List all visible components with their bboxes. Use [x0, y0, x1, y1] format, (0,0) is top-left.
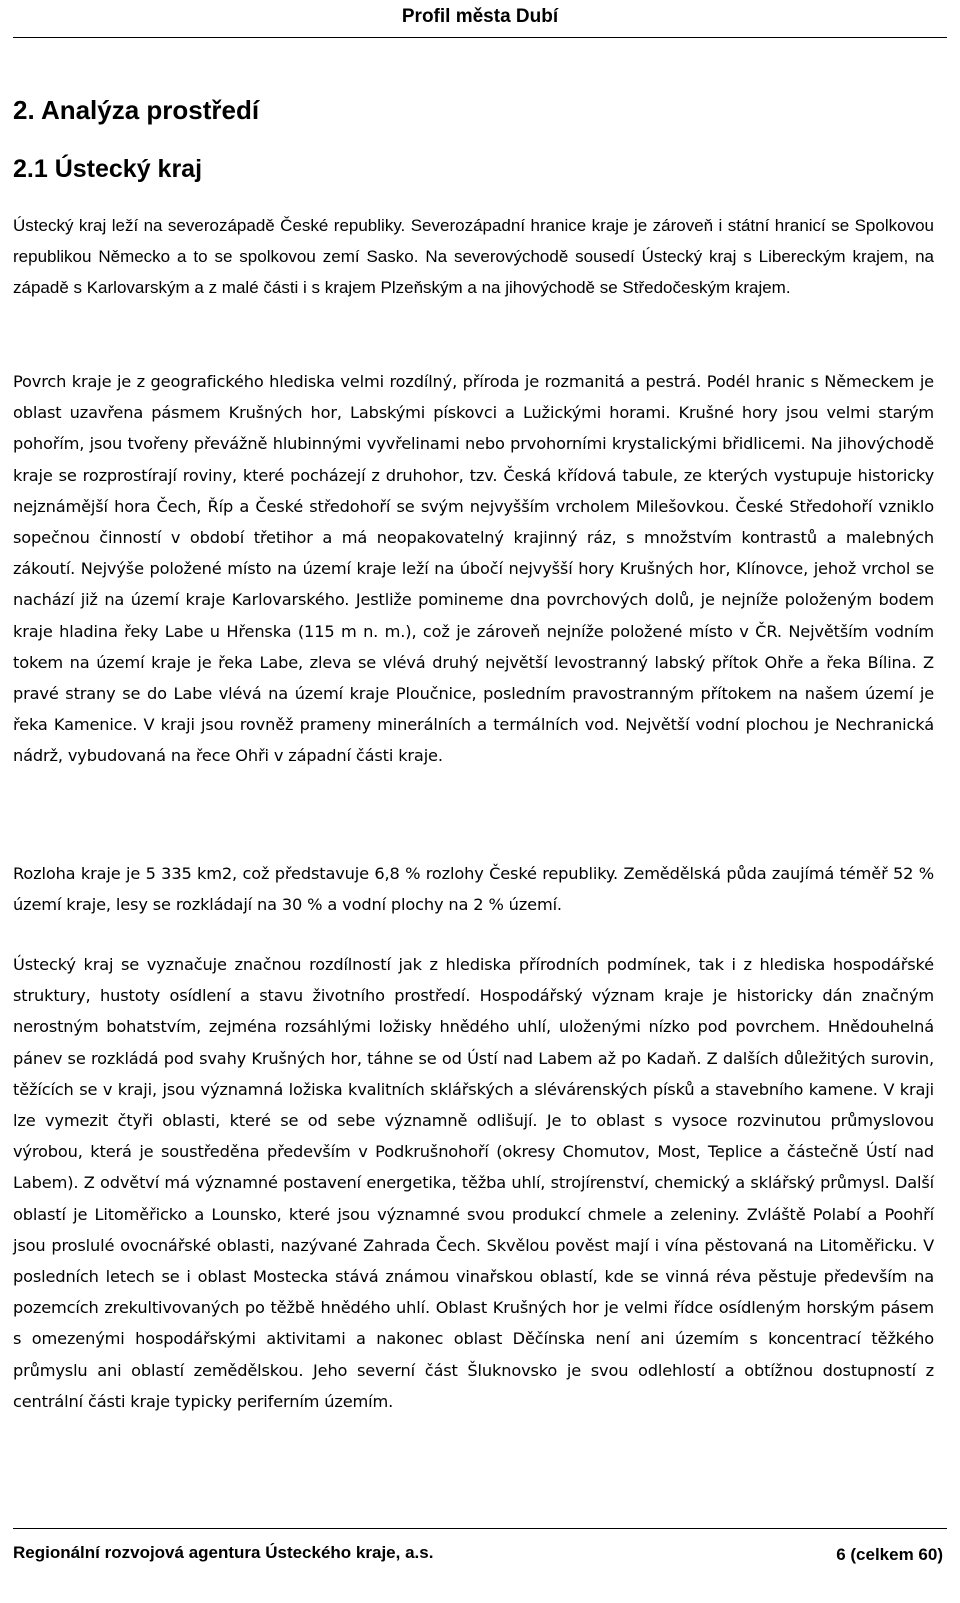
paragraph-location: Ústecký kraj leží na severozápadě České republiky. Severozápadní hranice kraje je zároveň i státní hranicí se Spolkovou republikou Německo a to se spolkovou zemí Sasko. Na severovýchodě sousedí Ústecký kraj s Libereckým krajem, na západě s Karlovarským a z malé části i s krajem Plzeňským a na jihovýchodě se Středočeským krajem.: [13, 216, 934, 298]
page-header: [13, 0, 947, 38]
page-footer: [13, 1528, 947, 1569]
paragraph-economy: Ústecký kraj se vyznačuje značnou rozdílností jak z hlediska přírodních podmínek, tak i z hlediska hospodářské struktury, hustoty osídlení a stavu životního prostředí. Hospodářský význam kraje je historicky dán značným nerostným bohatstvím, zejména rozsáhlými ložisky hnědého uhlí, uloženými nízko pod povrchem. Hnědouhelná pánev se rozkládá pod svahy Krušných hor, táhne se od Ústí nad Labem až po Kadaň. Z dalších důležitých surovin, těžících se v kraji, jsou významná ložiska kvalitních sklářských a slévárenských písků a stavebního kamene. V kraji lze vymezit čtyři oblasti, které se od sebe významně odlišují. Je to oblast s vysoce rozvinutou průmyslovou výrobou, která je soustředěna především v Podkrušnohoří (okresy Chomutov, Most, Teplice a částečně Ústí nad Labem). Z odvětví má významné postavení energetika, těžba uhlí, strojírenství, chemický a sklářský průmysl. Další oblastí je Litoměřicko a Lounsko, které jsou významné svou produkcí chmele a zeleniny. Zvláště Polabí a Poohří jsou proslulé ovocnářské oblasti, nazývané Zahrada Čech. Skvělou pověst mají i vína pěstovaná na Litoměřicku. V posledních letech se i oblast Mostecka stává známou vinařskou oblastí, kde se vinná réva pěstuje především na pozemcích zrekultivovaných po těžbě hnědého uhlí. Oblast Krušných hor je velmi řídce osídleným horským pásem s omezenými hospodářskými aktivitami a nakonec oblast Děčínska není ani územím s koncentrací těžkého průmyslu ani oblastí zemědělskou. Jeho severní část Šluknovsko je svou odlehlostí a obtížnou dostupností z centrální části kraje typicky periferním územím.: [13, 955, 934, 1411]
section-heading: 2. Analýza prostředí: [13, 95, 260, 125]
document-title: Profil města Dubí: [401, 6, 559, 27]
paragraph-terrain: Povrch kraje je z geografického hlediska velmi rozdílný, příroda je rozmanitá a pestrá. Podél hranic s Německem je oblast uzavřena pásmem Krušných hor, Labskými pískovci a Lužickými horami. Krušné hory jsou velmi starým pohořím, jsou tvořeny převážně hlubinnými vyvřelinami nebo prvohorními krystalickými břidlicemi. Na jihovýchodě kraje se rozprostírají roviny, které pocházejí z druhohor, tzv. Česká křídová tabule, ze kterých vystupuje historicky nejznámější hora Čech, Říp a České středohoří se svým nejvyšším vrcholem Milešovkou. České Středohoří vzniklo sopečnou činností v období třetihor a má neopakovatelný krajinný ráz, s množstvím kontrastů a malebných zákoutí. Nejvýše položené místo na území kraje leží na úbočí nejvyšší hory Krušných hor, Klínovce, jehož vrchol se nachází již na území kraje Karlovarského. Jestliže pomineme dna povrchových dolů, je nejníže položeným bodem kraje hladina řeky Labe u Hřenska (115 m n. m.), což je zároveň nejníže položené místo v ČR. Největším vodním tokem na území kraje je řeka Labe, zleva se vlévá druhý největší levostranný labský přítok Ohře a řeka Bílina. Z pravé strany se do Labe vlévá na území kraje Ploučnice, posledním pravostranným přítokem na našem území je řeka Kamenice. V kraji jsou rovněž prameny minerálních a termálních vod. Největší vodní plochou je Nechranická nádrž, vybudovaná na řece Ohři v západní části kraje.: [13, 372, 934, 766]
paragraph-area: Rozloha kraje je 5 335 km2, což představuje 6,8 % rozlohy České republiky. Zemědělská půda zaujímá téměř 52 % území kraje, lesy se rozkládají na 30 % a vodní plochy na 2 % území.: [13, 864, 934, 915]
subsection-heading: 2.1 Ústecký kraj: [13, 155, 203, 183]
page-number: 6 (celkem 60): [836, 1545, 943, 1564]
footer-organization: Regionální rozvojová agentura Ústeckého kraje, a.s.: [13, 1543, 434, 1562]
